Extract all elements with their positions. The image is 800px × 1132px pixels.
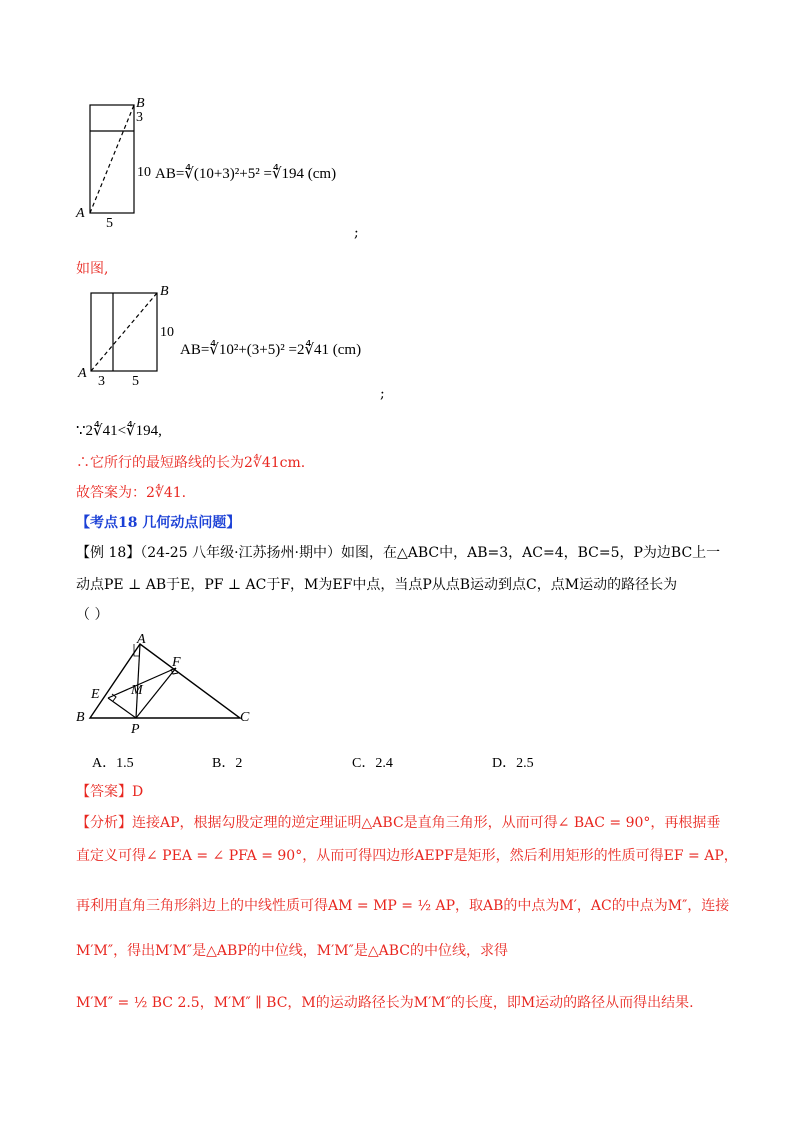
figure-triangle: [80, 630, 280, 740]
example-line-1: 【例 18】（24-25 八年级·江苏扬州·期中）如图，在△ABC中，AB=3，AC=4，BC=5，P为边BC上一: [76, 545, 721, 561]
fig2-trailing: ;: [380, 386, 385, 402]
fig1-label-a: A: [76, 206, 85, 221]
analysis-line-5: M′M″ = ½ BC 2.5，M′M″ ∥ BC，M的运动路径长为M′M″的长度，即M运动的路径从而得出结果.: [76, 995, 694, 1011]
example-line-2: 动点PE ⊥ AB于E，PF ⊥ AC于F，M为EF中点，当点P从点B运动到点C，点M运动的路径长为: [76, 577, 678, 593]
fig3-label-p: P: [131, 722, 140, 737]
option-c: C．2.4: [352, 756, 393, 771]
analysis-line-1: 【分析】连接AP，根据勾股定理的逆定理证明△ABC是直角三角形，从而可得∠ BAC = 90°，再根据垂: [76, 815, 721, 831]
fig1-label-3: 3: [136, 110, 143, 125]
fig3-label-m: M: [131, 683, 143, 698]
fig3-label-a: A: [137, 632, 146, 647]
analysis-line-3: 再利用直角三角形斜边上的中线性质可得AM = MP = ½ AP，取AB的中点为M′，AC的中点为M″，连接: [76, 898, 730, 914]
intro-text: 如图,: [76, 261, 109, 277]
answer-label: 【答案】D: [76, 784, 144, 800]
fig1-formula: AB=∜(10+3)²+5² =∜194 (cm): [155, 166, 337, 182]
fig2-formula: AB=∜10²+(3+5)² =2∜41 (cm): [180, 342, 362, 358]
section-header: 【考点18 几何动点问题】: [76, 515, 241, 531]
fig3-label-b: B: [76, 710, 85, 725]
fig3-label-f: F: [172, 655, 181, 670]
fig3-label-e: E: [91, 687, 100, 702]
fig1-label-b: B: [136, 96, 145, 111]
fig2-label-10: 10: [160, 325, 174, 340]
answer-line: 故答案为：2∜41.: [76, 485, 187, 501]
fig1-label-5: 5: [106, 216, 113, 231]
fig2-label-3: 3: [98, 374, 105, 389]
analysis-line-4: M′M″，得出M′M″是△ABP的中位线，M′M″是△ABC的中位线，求得: [76, 943, 508, 959]
fig2-label-5: 5: [132, 374, 139, 389]
analysis-line-2: 直定义可得∠ PEA = ∠ PFA = 90°，从而可得四边形AEPF是矩形，然后利用矩形的性质可得EF = AP，: [76, 848, 738, 864]
fig2-label-b: B: [160, 284, 169, 299]
fig1-label-10: 10: [137, 165, 151, 180]
fig2-label-a: A: [78, 366, 87, 381]
fig3-label-c: C: [240, 710, 250, 725]
figure-rectangle-2: [80, 285, 170, 380]
option-a: A．1.5: [92, 756, 134, 771]
option-d: D．2.5: [492, 756, 534, 771]
option-b: B．2: [212, 756, 243, 771]
compare-line: ∵2∜41<∜194,: [76, 423, 162, 439]
example-line-3: （ ）: [76, 607, 109, 623]
conclusion-line: ∴它所行的最短路线的长为2∜41cm.: [76, 455, 306, 471]
fig1-trailing: ;: [354, 225, 359, 241]
